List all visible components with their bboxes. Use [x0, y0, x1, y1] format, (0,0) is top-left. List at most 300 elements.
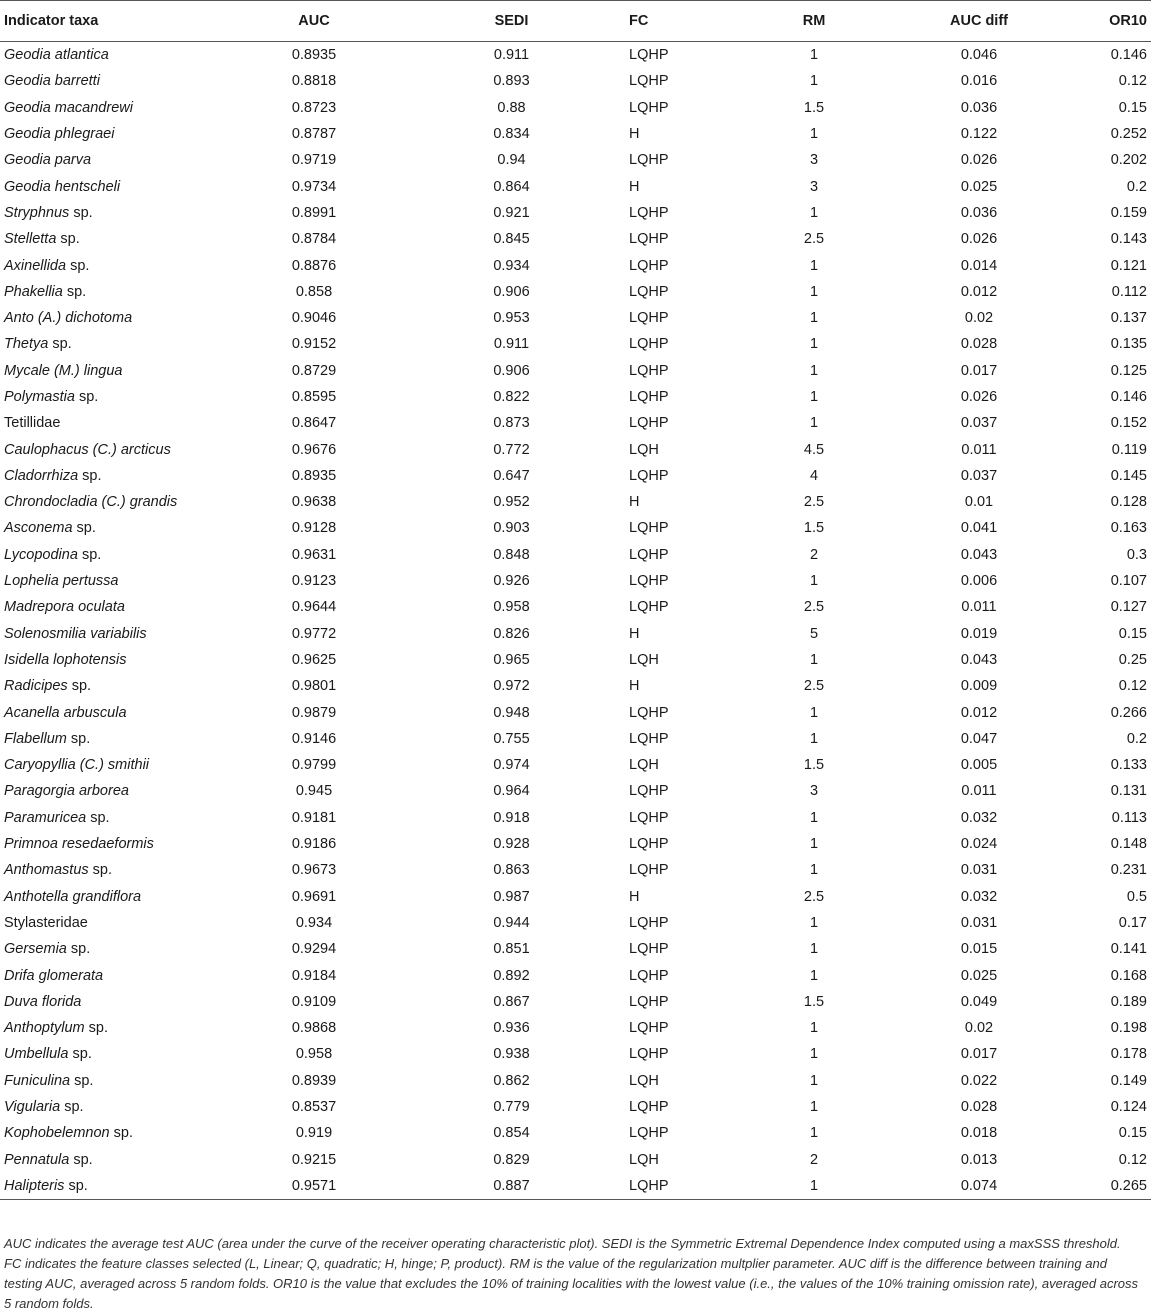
- taxa-name-plain: sp.: [86, 809, 110, 826]
- cell-or10: 0.168: [1110, 967, 1147, 984]
- cell-or10: 0.148: [1110, 836, 1147, 853]
- cell-or10: 0.124: [1110, 1099, 1147, 1116]
- cell-fc: H: [629, 178, 640, 195]
- cell-or10: 0.231: [1110, 862, 1147, 879]
- cell-rm: 2.5: [803, 231, 825, 248]
- cell-auc: 0.9868: [291, 1020, 337, 1037]
- cell-or10: 0.25: [1118, 651, 1147, 668]
- cell-auc-diff: 0.024: [960, 836, 998, 853]
- cell-rm: 1: [809, 1046, 819, 1063]
- cell-auc: 0.8935: [291, 47, 337, 64]
- taxa-name-italic: Caulophacus (C.) arcticus: [4, 441, 171, 458]
- cell-sedi: 0.94: [497, 152, 526, 169]
- cell-auc-diff: 0.018: [960, 1125, 998, 1142]
- cell-auc: 0.9676: [291, 441, 337, 458]
- table-row: [0, 279, 1151, 305]
- cell-fc: LQHP: [629, 783, 669, 800]
- cell-auc: 0.8595: [291, 389, 337, 405]
- cell-auc: 0.8818: [291, 73, 337, 90]
- cell-rm: 1: [809, 362, 819, 379]
- cell-auc: 0.9638: [291, 494, 337, 511]
- table-row: [0, 1146, 1151, 1172]
- cell-rm: 1: [809, 862, 819, 879]
- taxa-name-italic: Thetya: [4, 336, 49, 353]
- cell-sedi: 0.921: [493, 204, 530, 221]
- cell-sedi: 0.772: [493, 441, 530, 458]
- cell-auc: 0.9734: [291, 178, 337, 195]
- cell-rm: 1: [809, 257, 819, 274]
- cell-auc: 0.945: [295, 783, 333, 800]
- cell-auc-diff: 0.016: [960, 73, 998, 90]
- taxa-name-plain: sp.: [60, 1099, 84, 1116]
- cell-sedi: 0.911: [493, 47, 530, 64]
- cell-or10: 0.125: [1110, 362, 1147, 379]
- cell-indicator-taxa: [0, 1015, 234, 1041]
- cell-auc: 0.9215: [291, 1151, 337, 1168]
- cell-auc: 0.8729: [291, 362, 337, 379]
- taxa-name-plain: sp.: [64, 1177, 88, 1194]
- cell-auc: 0.9719: [291, 152, 337, 169]
- cell-indicator-taxa: [0, 647, 234, 673]
- cell-fc: LQHP: [629, 520, 669, 537]
- taxa-name-italic: Asconema: [4, 520, 73, 537]
- cell-fc: LQHP: [629, 1125, 669, 1142]
- cell-fc: H: [629, 126, 640, 143]
- table-row: [0, 542, 1151, 568]
- table-row: [0, 489, 1151, 515]
- cell-sedi: 0.972: [493, 678, 530, 695]
- cell-auc: 0.9294: [291, 941, 337, 958]
- table-row: [0, 252, 1151, 278]
- cell-auc: 0.919: [295, 1125, 333, 1142]
- cell-auc: 0.8939: [291, 1072, 337, 1089]
- cell-indicator-taxa: [0, 699, 234, 725]
- cell-auc-diff: 0.005: [960, 757, 998, 774]
- cell-or10: 0.131: [1110, 783, 1147, 800]
- cell-auc: 0.9152: [291, 336, 337, 353]
- taxa-name-italic: Geodia hentscheli: [4, 178, 121, 195]
- cell-auc-diff: 0.011: [961, 783, 997, 800]
- taxa-name-italic: Pennatula: [4, 1151, 70, 1168]
- cell-indicator-taxa: [0, 1068, 234, 1094]
- taxa-name-plain: sp.: [77, 546, 102, 563]
- cell-auc-diff: 0.01: [964, 494, 994, 511]
- cell-indicator-taxa: [0, 1146, 234, 1172]
- cell-sedi: 0.834: [493, 126, 530, 143]
- table-row: [0, 647, 1151, 673]
- cell-fc: LQHP: [629, 967, 669, 984]
- cell-auc: 0.9571: [234, 1173, 394, 1200]
- cell-auc-diff: 0.028: [960, 336, 998, 353]
- table-header-row: [0, 1, 1151, 42]
- table-row: [0, 989, 1151, 1015]
- taxa-name-plain: sp.: [69, 204, 93, 221]
- table-row: [0, 173, 1151, 199]
- header-fc: FC: [629, 1, 729, 42]
- cell-rm: 1: [809, 1125, 819, 1142]
- cell-auc: 0.9691: [291, 888, 337, 905]
- cell-sedi: 0.906: [493, 283, 530, 300]
- cell-indicator-taxa: [0, 1173, 234, 1200]
- taxa-name-plain: sp.: [62, 283, 87, 300]
- taxa-name-plain: sp.: [66, 257, 90, 274]
- cell-indicator-taxa: [0, 68, 234, 94]
- taxa-name-plain: sp.: [109, 1125, 133, 1142]
- taxa-name-italic: Solenosmilia variabilis: [4, 625, 147, 642]
- cell-auc-diff: 0.047: [960, 730, 998, 747]
- cell-auc: 0.9046: [291, 310, 337, 327]
- cell-fc: LQHP: [629, 389, 669, 405]
- cell-fc: LQHP: [629, 993, 669, 1010]
- cell-fc: H: [629, 888, 640, 905]
- cell-auc-diff: 0.019: [960, 625, 998, 642]
- cell-or10: 0.265: [1059, 1173, 1151, 1200]
- cell-or10: 0.112: [1111, 283, 1147, 300]
- cell-auc: 0.9799: [291, 757, 337, 774]
- cell-indicator-taxa: [0, 989, 234, 1015]
- cell-fc: LQHP: [629, 730, 669, 747]
- cell-rm: 4.5: [803, 441, 825, 458]
- cell-rm: 1: [809, 415, 819, 432]
- cell-sedi: 0.88: [497, 99, 526, 116]
- cell-rm: 1: [809, 73, 819, 90]
- cell-auc: 0.934: [295, 914, 333, 931]
- cell-fc: LQHP: [629, 99, 669, 116]
- cell-rm: 1.5: [803, 757, 825, 774]
- cell-sedi: 0.873: [493, 415, 530, 432]
- taxa-name-italic: Anto (A.) dichotoma: [4, 310, 133, 327]
- header-auc-diff: AUC diff: [899, 1, 1059, 42]
- cell-rm: 2: [809, 546, 819, 563]
- cell-or10: 0.2: [1126, 178, 1147, 195]
- cell-sedi: 0.987: [493, 888, 530, 905]
- cell-rm: 2.5: [803, 678, 825, 695]
- cell-rm: 3: [809, 152, 819, 169]
- cell-rm: 1.5: [803, 993, 825, 1010]
- cell-indicator-taxa: [0, 358, 234, 384]
- cell-or10: 0.2: [1126, 730, 1147, 747]
- taxa-name-italic: Geodia parva: [4, 152, 92, 169]
- cell-or10: 0.12: [1118, 678, 1147, 695]
- cell-indicator-taxa: [0, 515, 234, 541]
- taxa-name-italic: Phakellia: [4, 283, 63, 300]
- cell-auc-diff: 0.025: [960, 178, 998, 195]
- cell-auc: 0.9123: [291, 573, 337, 590]
- cell-indicator-taxa: [0, 147, 234, 173]
- cell-sedi: 0.851: [493, 941, 530, 958]
- cell-sedi: 0.948: [493, 704, 530, 721]
- table-row: [0, 1120, 1151, 1146]
- cell-auc-diff: 0.026: [960, 152, 998, 169]
- table-row: [0, 726, 1151, 752]
- cell-rm: 1: [809, 941, 819, 958]
- taxa-name-italic: Polymastia: [4, 389, 75, 405]
- cell-sedi: 0.936: [493, 1020, 530, 1037]
- table-row: [0, 1173, 1151, 1200]
- cell-rm: 1: [809, 730, 819, 747]
- cell-fc: LQHP: [629, 914, 669, 931]
- taxa-name-plain: sp.: [84, 1020, 108, 1037]
- cell-or10: 0.252: [1110, 126, 1147, 143]
- cell-auc: 0.958: [295, 1046, 333, 1063]
- cell-auc-diff: 0.009: [960, 678, 998, 695]
- cell-auc-diff: 0.049: [960, 993, 998, 1010]
- cell-fc: LQHP: [629, 1173, 729, 1200]
- taxa-name-italic: Lycopodina: [4, 546, 78, 563]
- taxa-name-italic: Drifa glomerata: [4, 967, 104, 984]
- cell-indicator-taxa: [0, 962, 234, 988]
- cell-or10: 0.15: [1118, 99, 1147, 116]
- taxa-name-plain: sp.: [68, 1046, 92, 1063]
- cell-sedi: 0.864: [493, 178, 530, 195]
- cell-fc: LQH: [629, 441, 659, 458]
- taxa-name-italic: Radicipes: [4, 678, 68, 695]
- cell-or10: 0.202: [1110, 152, 1147, 169]
- cell-auc: 0.8935: [291, 467, 337, 484]
- cell-fc: LQHP: [629, 204, 669, 221]
- cell-auc-diff: 0.043: [960, 546, 998, 563]
- cell-sedi: 0.826: [493, 625, 530, 642]
- cell-rm: 3: [809, 783, 819, 800]
- cell-indicator-taxa: [0, 778, 234, 804]
- cell-fc: LQHP: [629, 599, 669, 616]
- cell-indicator-taxa: [0, 673, 234, 699]
- cell-fc: H: [629, 494, 640, 511]
- table-row: [0, 358, 1151, 384]
- taxa-name-italic: Cladorrhiza: [4, 467, 79, 484]
- cell-rm: 1: [809, 836, 819, 853]
- cell-indicator-taxa: [0, 936, 234, 962]
- cell-indicator-taxa: [0, 831, 234, 857]
- cell-rm: 1.5: [803, 520, 825, 537]
- cell-or10: 0.128: [1110, 494, 1147, 511]
- cell-or10: 0.135: [1110, 336, 1147, 353]
- cell-rm: 2.5: [803, 599, 825, 616]
- taxa-name-italic: Geodia macandrewi: [4, 99, 133, 116]
- cell-sedi: 0.892: [493, 967, 530, 984]
- table-row: [0, 831, 1151, 857]
- cell-auc-diff: 0.037: [960, 467, 998, 484]
- cell-sedi: 0.934: [493, 257, 530, 274]
- cell-auc: 0.9186: [291, 836, 337, 853]
- cell-rm: 4: [809, 467, 819, 484]
- table-row: [0, 1015, 1151, 1041]
- cell-rm: 1: [809, 126, 819, 143]
- cell-auc-diff: 0.011: [961, 441, 997, 458]
- cell-auc-diff: 0.013: [960, 1151, 998, 1168]
- table-row: [0, 515, 1151, 541]
- cell-rm: 5: [809, 625, 819, 642]
- cell-fc: LQHP: [629, 809, 669, 826]
- cell-sedi: 0.906: [493, 362, 530, 379]
- taxa-name-plain: sp.: [88, 862, 113, 879]
- cell-auc: 0.9772: [291, 625, 337, 642]
- cell-auc-diff: 0.037: [960, 415, 998, 432]
- cell-fc: LQHP: [629, 1099, 669, 1116]
- header-auc: AUC: [234, 1, 394, 42]
- cell-or10: 0.163: [1110, 520, 1147, 537]
- taxa-name-plain: sp.: [66, 941, 91, 958]
- table-body: [0, 42, 1151, 1200]
- cell-sedi: 0.848: [493, 546, 530, 563]
- cell-auc: 0.9625: [291, 651, 337, 668]
- cell-or10: 0.143: [1110, 231, 1147, 248]
- cell-sedi: 0.854: [493, 1125, 530, 1142]
- cell-auc: 0.9673: [291, 862, 337, 879]
- cell-auc: 0.8876: [291, 257, 337, 274]
- cell-or10: 0.119: [1111, 441, 1147, 458]
- taxa-name-italic: Caryopyllia (C.) smithii: [4, 757, 150, 774]
- cell-or10: 0.146: [1110, 47, 1147, 64]
- cell-or10: 0.149: [1110, 1072, 1147, 1089]
- cell-fc: LQHP: [629, 1020, 669, 1037]
- cell-rm: 1: [809, 204, 819, 221]
- table-row: [0, 463, 1151, 489]
- cell-auc-diff: 0.036: [960, 99, 998, 116]
- cell-auc: 0.9146: [291, 730, 337, 747]
- taxa-name-italic: Halipteris: [4, 1177, 65, 1194]
- taxa-name-italic: Anthoptylum: [4, 1020, 85, 1037]
- cell-fc: LQHP: [629, 704, 669, 721]
- cell-sedi: 0.647: [493, 467, 530, 484]
- cell-or10: 0.178: [1110, 1046, 1147, 1063]
- cell-or10: 0.15: [1118, 625, 1147, 642]
- taxa-name-italic: Geodia atlantica: [4, 47, 109, 64]
- cell-auc-diff: 0.026: [960, 231, 998, 248]
- cell-auc-diff: 0.017: [960, 1046, 998, 1063]
- cell-sedi: 0.974: [493, 757, 530, 774]
- cell-or10: 0.145: [1110, 467, 1147, 484]
- cell-fc: H: [629, 678, 640, 695]
- cell-or10: 0.127: [1110, 599, 1147, 616]
- taxa-name-plain: Stylasteridae: [4, 914, 88, 931]
- cell-auc-diff: 0.022: [960, 1072, 998, 1089]
- cell-indicator-taxa: [0, 805, 234, 831]
- cell-auc-diff: 0.032: [960, 809, 998, 826]
- cell-or10: 0.5: [1126, 888, 1147, 905]
- cell-auc-diff: 0.026: [960, 389, 998, 405]
- table-row: [0, 200, 1151, 226]
- cell-indicator-taxa: [0, 910, 234, 936]
- cell-indicator-taxa: [0, 410, 234, 436]
- taxa-name-italic: Geodia phlegraei: [4, 126, 115, 143]
- cell-fc: LQHP: [629, 1046, 669, 1063]
- table-row: [0, 673, 1151, 699]
- taxa-name-plain: sp.: [74, 389, 99, 405]
- cell-auc: 0.8647: [291, 415, 337, 432]
- cell-auc-diff: 0.032: [960, 888, 998, 905]
- taxa-name-plain: sp.: [48, 336, 72, 353]
- cell-indicator-taxa: [0, 279, 234, 305]
- cell-fc: LQHP: [629, 283, 669, 300]
- cell-sedi: 0.926: [493, 573, 530, 590]
- header-indicator-taxa: Indicator taxa: [0, 1, 234, 42]
- table-row: [0, 778, 1151, 804]
- taxa-name-italic: Lophelia pertussa: [4, 573, 119, 590]
- taxa-name-italic: Kophobelemnon: [4, 1125, 110, 1142]
- table-row: [0, 884, 1151, 910]
- cell-fc: LQHP: [629, 467, 669, 484]
- cell-sedi: 0.911: [493, 336, 530, 353]
- cell-sedi: 0.944: [493, 914, 530, 931]
- taxa-name-italic: Umbellula: [4, 1046, 69, 1063]
- cell-auc: 0.858: [295, 283, 333, 300]
- header-sedi: SEDI: [394, 1, 629, 42]
- taxa-name-italic: Funiculina: [4, 1072, 71, 1089]
- taxa-name-plain: sp.: [70, 1072, 94, 1089]
- cell-auc: 0.9644: [291, 599, 337, 616]
- cell-auc: 0.9631: [291, 546, 337, 563]
- taxa-name-italic: Primnoa resedaeformis: [4, 836, 154, 853]
- taxa-name-italic: Flabellum: [4, 730, 67, 747]
- cell-indicator-taxa: [0, 542, 234, 568]
- cell-or10: 0.107: [1110, 573, 1147, 590]
- cell-fc: LQHP: [629, 310, 669, 327]
- taxa-name-plain: sp.: [67, 678, 92, 695]
- cell-sedi: 0.953: [493, 310, 530, 327]
- cell-or10: 0.146: [1110, 389, 1147, 405]
- cell-auc-diff: 0.031: [960, 914, 998, 931]
- cell-auc-diff: 0.122: [960, 126, 998, 143]
- cell-rm: 2.5: [803, 888, 825, 905]
- taxa-name-plain: sp.: [66, 730, 91, 747]
- cell-or10: 0.3: [1126, 546, 1147, 563]
- cell-fc: LQHP: [629, 336, 669, 353]
- cell-fc: LQHP: [629, 231, 669, 248]
- cell-rm: 1: [809, 914, 819, 931]
- taxa-name-italic: Gersemia: [4, 941, 67, 958]
- taxa-name-italic: Isidella lophotensis: [4, 651, 127, 668]
- table-row: [0, 857, 1151, 883]
- cell-auc-diff: 0.012: [960, 704, 998, 721]
- cell-or10: 0.152: [1110, 415, 1147, 432]
- cell-auc-diff: 0.011: [961, 599, 997, 616]
- cell-sedi: 0.822: [493, 389, 530, 405]
- cell-fc: LQHP: [629, 362, 669, 379]
- cell-auc: 0.8991: [291, 204, 337, 221]
- cell-auc: 0.9879: [291, 704, 337, 721]
- cell-auc-diff: 0.02: [964, 1020, 994, 1037]
- cell-rm: 1: [809, 573, 819, 590]
- cell-indicator-taxa: [0, 1120, 234, 1146]
- cell-indicator-taxa: [0, 252, 234, 278]
- cell-indicator-taxa: [0, 200, 234, 226]
- cell-rm: 1: [809, 310, 819, 327]
- cell-indicator-taxa: [0, 436, 234, 462]
- cell-indicator-taxa: [0, 463, 234, 489]
- cell-fc: LQHP: [629, 152, 669, 169]
- cell-indicator-taxa: [0, 857, 234, 883]
- taxa-name-italic: Chrondocladia (C.) grandis: [4, 494, 178, 511]
- cell-indicator-taxa: [0, 42, 234, 69]
- cell-fc: LQHP: [629, 836, 669, 853]
- cell-rm: 1: [809, 967, 819, 984]
- cell-indicator-taxa: [0, 226, 234, 252]
- cell-indicator-taxa: [0, 121, 234, 147]
- cell-indicator-taxa: [0, 95, 234, 121]
- taxa-name-plain: sp.: [78, 467, 102, 484]
- cell-sedi: 0.893: [493, 73, 530, 90]
- cell-auc: 0.9181: [291, 809, 337, 826]
- cell-or10: 0.189: [1110, 993, 1147, 1010]
- cell-sedi: 0.964: [493, 783, 530, 800]
- taxa-name-italic: Axinellida: [4, 257, 67, 274]
- cell-indicator-taxa: [0, 568, 234, 594]
- cell-indicator-taxa: [0, 331, 234, 357]
- cell-auc: 0.8787: [291, 126, 337, 143]
- cell-sedi: 0.952: [493, 494, 530, 511]
- cell-auc-diff: 0.012: [960, 283, 998, 300]
